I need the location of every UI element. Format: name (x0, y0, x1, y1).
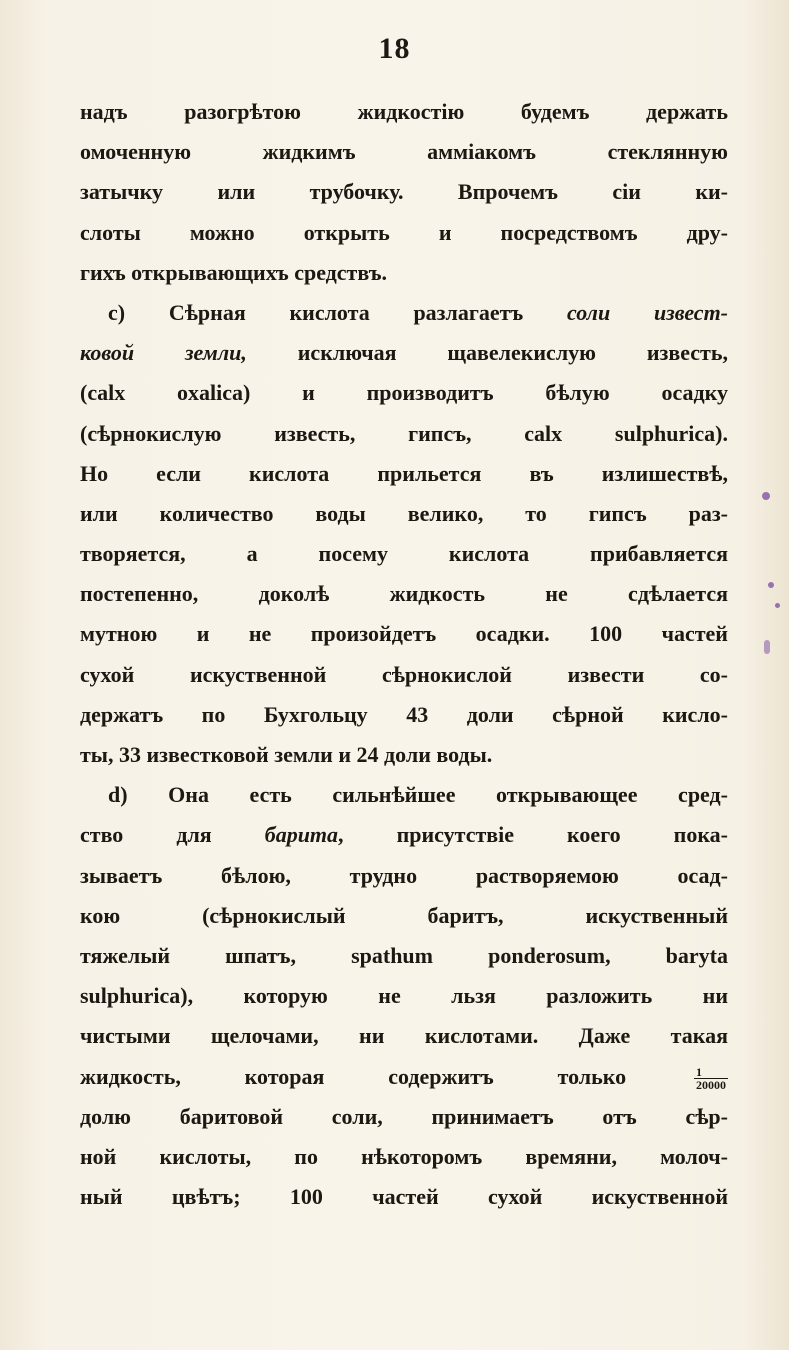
text-line: или количество воды велико, то гипсъ раз- (80, 500, 728, 526)
text-line: чистыми щелочами, ни кислотами. Даже такая (80, 1023, 728, 1049)
ink-stain (762, 492, 770, 500)
text-line: ты, 33 известковой земли и 24 доли воды. (80, 742, 493, 767)
text-line-c (80, 293, 728, 333)
italic-term: соли извест- (567, 299, 728, 325)
text-line (80, 333, 728, 373)
text-line: (calx oxalica) и производитъ бѣлую осадку (80, 380, 728, 406)
text-span: , присутствіе коего пока- (338, 822, 728, 848)
text-span: исключая щавелекислую известь, (246, 340, 728, 366)
text-line: омоченную жидкимъ аммiакомъ стеклянную (80, 139, 728, 165)
text-line: (сѣрнокислую известь, гипсъ, calx sulphurica). (80, 420, 728, 446)
text-line: слоты можно открыть и посредствомъ дру- (80, 219, 728, 245)
text-line: зываетъ бѣлою, трудно растворяемою осад- (80, 862, 728, 888)
text-span: ство для (80, 822, 212, 848)
text-line: гихъ открывающихъ средствъ. (80, 259, 388, 285)
page-number: 18 (378, 32, 411, 65)
text-line: держатъ по Бухгольцу 43 доли сѣрной кисло- (80, 701, 728, 727)
text-line: затычку или трубочку. Впрочемъ сіи ки- (80, 179, 728, 205)
text-line: sulphurica), которую не льзя разложить ни (80, 983, 728, 1009)
ink-stain (775, 603, 780, 608)
body-text (80, 92, 728, 1217)
text-line-fraction (80, 1057, 728, 1097)
text-line: надъ разогрѣтою жидкостію будемъ держать (80, 99, 728, 124)
text-line: кою (сѣрнокислый баритъ, искуственный (80, 902, 728, 928)
text-line: долю баритовой соли, принимаетъ отъ сѣр- (80, 1103, 728, 1129)
text-line: Но если кислота прильется въ излишествѣ, (80, 460, 728, 486)
text-line-d (80, 815, 728, 855)
text-line: d) Она есть сильнѣйшее открывающее сред- (108, 782, 728, 808)
text-line: ной кислоты, по нѣкоторомъ времяни, молоч- (80, 1143, 728, 1169)
text-line: постепенно, доколѣ жидкость не сдѣлается (80, 581, 728, 607)
text-span: жидкость, которая содержитъ только (80, 1063, 627, 1089)
italic-term: барита (264, 822, 339, 848)
text-line: сухой искуственной сѣрнокислой извести со- (80, 661, 728, 687)
fraction (694, 1066, 728, 1091)
ink-stain (764, 640, 770, 654)
text-span: с) Сѣрная кислота разлагаетъ (108, 299, 524, 325)
ink-stain (768, 582, 774, 588)
italic-term: ковой земли, (80, 340, 247, 366)
text-line: мутною и не произойдетъ осадки. 100 частей (80, 621, 728, 647)
fraction-numerator: 1 (694, 1066, 728, 1079)
text-line: ный цвѣтъ; 100 частей сухой искуственной (80, 1184, 728, 1210)
text-line: тяжелый шпатъ, spathum ponderosum, baryta (80, 942, 728, 968)
fraction-denominator: 20000 (696, 1077, 726, 1092)
text-line: творяется, а посему кислота прибавляется (80, 541, 728, 567)
